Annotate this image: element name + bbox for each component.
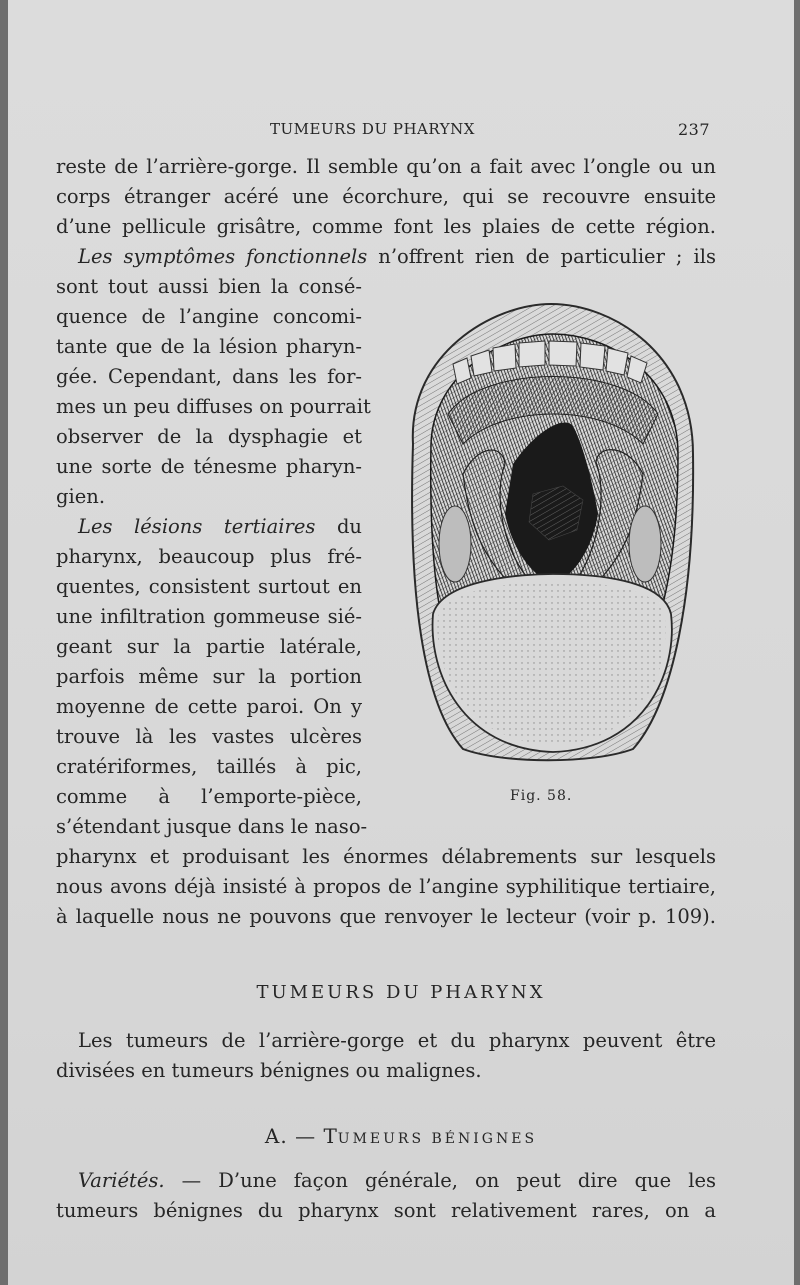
text-line: une sorte de ténesme pharyn- <box>56 455 362 478</box>
text-line: sont tout aussi bien la consé- <box>56 275 362 298</box>
text-line: tante que de la lésion pharyn- <box>56 335 362 358</box>
text-line: pharynx et produisant les énormes délabrements sur lesquels <box>56 845 716 868</box>
text-line: reste de l’arrière-gorge. Il semble qu’on a fait avec l’ongle ou un <box>56 155 716 178</box>
running-head-title: TUMEURS DU PHARYNX <box>270 120 475 138</box>
text-line: cratériformes, taillés à pic, <box>56 755 362 778</box>
text-line: trouve là les vastes ulcères <box>56 725 362 748</box>
text-line <box>78 512 362 542</box>
text-line: quence de l’angine concomi- <box>56 305 362 328</box>
text-line: gien. <box>56 485 106 508</box>
text-span: n’offrent rien de particulier ; ils <box>367 245 716 268</box>
text-line: geant sur la partie latérale, <box>56 635 362 658</box>
right-tonsil <box>629 506 661 582</box>
text-line: observer de la dysphagie et <box>56 425 362 448</box>
text-line: une infiltration gommeuse sié- <box>56 605 362 628</box>
subsection-heading <box>8 1124 794 1148</box>
text-line: s’étendant jusque dans le naso- <box>56 815 368 838</box>
text-line: quentes, consistent surtout en <box>56 575 362 598</box>
running-head <box>8 120 794 144</box>
text-line: pharynx, beaucoup plus fré- <box>56 545 362 568</box>
text-line: moyenne de cette paroi. On y <box>56 695 362 718</box>
text-line: nous avons déjà insisté à propos de l’angine syphilitique tertiaire, <box>56 875 716 898</box>
page-number: 237 <box>678 120 711 139</box>
text-line: d’une pellicule grisâtre, comme font les plaies de cette région. <box>56 215 716 238</box>
text-line: mes un peu diffuses on pourrait <box>56 395 371 418</box>
text-span: du <box>315 515 362 538</box>
text-span: — D’une façon générale, on peut dire que les <box>164 1169 716 1192</box>
text-line <box>78 242 716 272</box>
book-page <box>8 0 794 1285</box>
text-line: gée. Cependant, dans les for- <box>56 365 362 388</box>
text-line: à laquelle nous ne pouvons que renvoyer le lecteur (voir p. 109). <box>56 905 716 928</box>
italic-phrase: Les lésions tertiaires <box>78 515 316 538</box>
figure-open-mouth-illustration <box>393 294 703 764</box>
text-line: divisées en tumeurs bénignes ou malignes. <box>56 1059 482 1082</box>
text-line <box>78 1166 716 1196</box>
text-line: Les tumeurs de l’arrière-gorge et du pharynx peuvent être <box>78 1029 716 1052</box>
subsection-heading-prefix: A. — T <box>264 1124 338 1148</box>
figure-caption: Fig. 58. <box>510 788 573 804</box>
subsection-heading-rest: UMEURS BÉNIGNES <box>337 1131 538 1147</box>
text-line: corps étranger acéré une écorchure, qui se recouvre ensuite <box>56 185 716 208</box>
left-tonsil <box>439 506 471 582</box>
section-heading: TUMEURS DU PHARYNX <box>256 982 546 1003</box>
italic-phrase: Variétés. <box>78 1169 165 1192</box>
text-line: comme à l’emporte-pièce, <box>56 785 362 808</box>
text-line: tumeurs bénignes du pharynx sont relativement rares, on a <box>56 1199 716 1222</box>
text-line: parfois même sur la portion <box>56 665 362 688</box>
italic-phrase: Les symptômes fonctionnels <box>78 245 368 268</box>
